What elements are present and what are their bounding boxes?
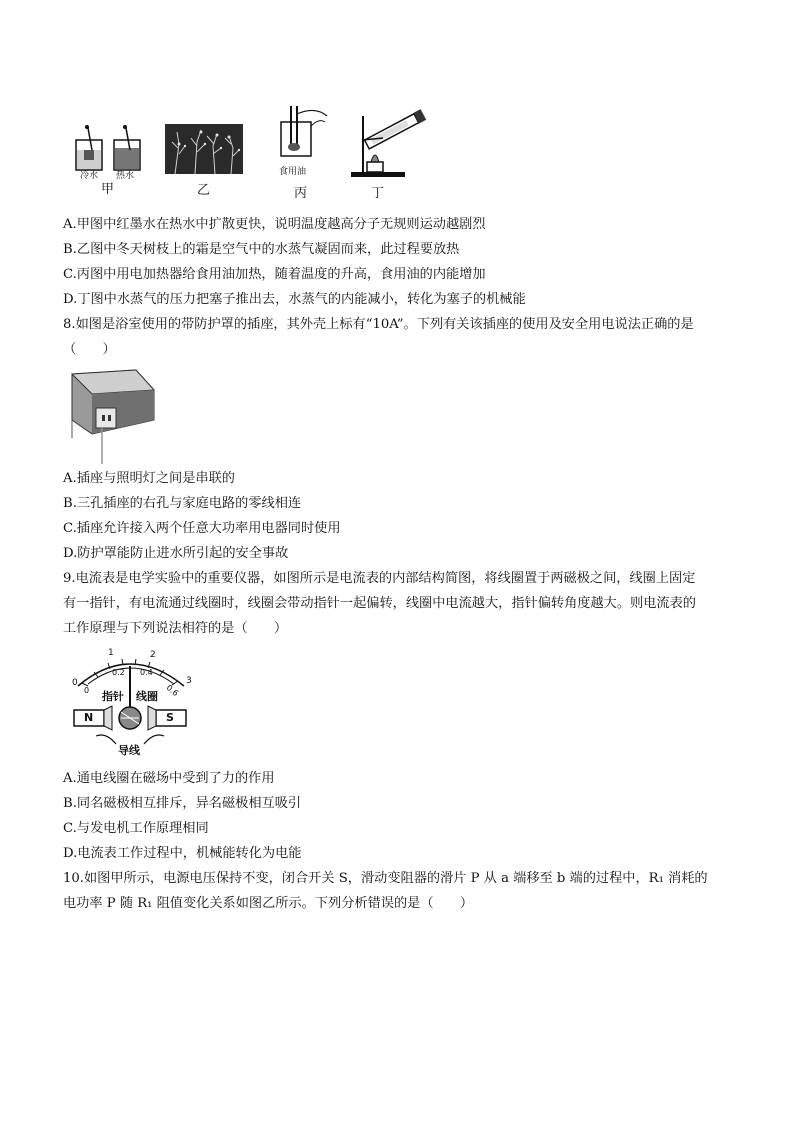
q9-stem-line2: 有一指针，有电流通过线圈时，线圈会带动指针一起偏转，线圈中电流越大，指针偏转角度越大。则电流表的 bbox=[63, 596, 696, 611]
q8-option-c: C.插座允许接入两个任意大功率用电器同时使用 bbox=[63, 521, 341, 536]
figure-bing-caption: 丙 bbox=[294, 186, 308, 201]
figure-socket-with-cover bbox=[66, 368, 158, 468]
figure-bing-oil-heater bbox=[275, 104, 345, 201]
scale-label-1: 1 bbox=[108, 648, 114, 658]
q10-stem-line2: 电功率 P 随 R₁ 阻值变化关系如图乙所示。下列分析错误的是（ ） bbox=[63, 896, 474, 911]
q8-stem-line1: 8.如图是浴室使用的带防护罩的插座，其外壳上标有“10A”。下列有关该插座的使用及安全用电说法正确的是 bbox=[63, 317, 694, 332]
wire-label: 导线 bbox=[118, 744, 140, 757]
q9-stem-line1: 9.电流表是电学实验中的重要仪器，如图所示是电流表的内部结构简图，将线圈置于两磁极之间，线圈上固定 bbox=[63, 571, 696, 586]
scale-label-0-inner: 0 bbox=[84, 686, 90, 695]
q8-option-d: D.防护罩能防止进水所引起的安全事故 bbox=[63, 546, 289, 561]
scale-label-0-2: 0.2 bbox=[112, 668, 125, 677]
magnet-s-label: S bbox=[166, 711, 174, 724]
figure-jia-beakers bbox=[70, 118, 150, 198]
figure-yi-frost-photo bbox=[165, 124, 245, 204]
q8-option-b: B.三孔插座的右孔与家庭电路的零线相连 bbox=[63, 496, 302, 511]
cooking-oil-label: 食用油 bbox=[279, 167, 307, 177]
q9-option-c: C.与发电机工作原理相同 bbox=[63, 821, 209, 836]
q7-option-d: D.丁图中水蒸气的压力把塞子推出去，水蒸气的内能减小，转化为塞子的机械能 bbox=[63, 292, 526, 307]
cold-water-label: 冷水 bbox=[80, 171, 99, 181]
scale-label-3: 3 bbox=[186, 676, 192, 686]
q7-option-a: A.甲图中红墨水在热水中扩散更快，说明温度越高分子无规则运动越剧烈 bbox=[63, 217, 486, 232]
scale-label-0-4: 0.4 bbox=[140, 668, 153, 677]
q10-stem-line1: 10.如图甲所示，电源电压保持不变，闭合开关 S，滑动变阻器的滑片 P 从 a 端移至 b 端的过程中，R₁ 消耗的 bbox=[63, 871, 708, 886]
magnet-n-label: N bbox=[84, 711, 94, 724]
figure-jia-caption: 甲 bbox=[101, 182, 115, 197]
figure-yi-caption: 乙 bbox=[197, 183, 211, 198]
figure-ammeter-structure bbox=[66, 648, 196, 758]
q9-option-a: A.通电线圈在磁场中受到了力的作用 bbox=[63, 771, 275, 786]
q7-option-c: C.丙图中用电加热器给食用油加热，随着温度的升高，食用油的内能增加 bbox=[63, 267, 486, 282]
scale-label-0-6: 0.6 bbox=[164, 682, 181, 699]
q7-option-b: B.乙图中冬天树枝上的霜是空气中的水蒸气凝固而来，此过程要放热 bbox=[63, 242, 460, 257]
q9-stem-line3: 工作原理与下列说法相符的是（ ） bbox=[63, 621, 288, 636]
hot-water-label: 热水 bbox=[116, 171, 135, 181]
q8-option-a: A.插座与照明灯之间是串联的 bbox=[63, 471, 235, 486]
scale-label-0-outer: 0 bbox=[72, 678, 78, 688]
figure-ding-caption: 丁 bbox=[371, 186, 385, 201]
scale-label-2: 2 bbox=[150, 650, 156, 660]
figure-ding-steam-apparatus bbox=[345, 108, 435, 201]
q9-option-b: B.同名磁极相互排斥，异名磁极相互吸引 bbox=[63, 796, 302, 811]
pointer-label: 指针 bbox=[102, 690, 124, 703]
q8-stem-line2: （ ） bbox=[63, 342, 116, 357]
coil-label: 线圈 bbox=[136, 690, 158, 703]
q9-option-d: D.电流表工作过程中，机械能转化为电能 bbox=[63, 846, 302, 861]
